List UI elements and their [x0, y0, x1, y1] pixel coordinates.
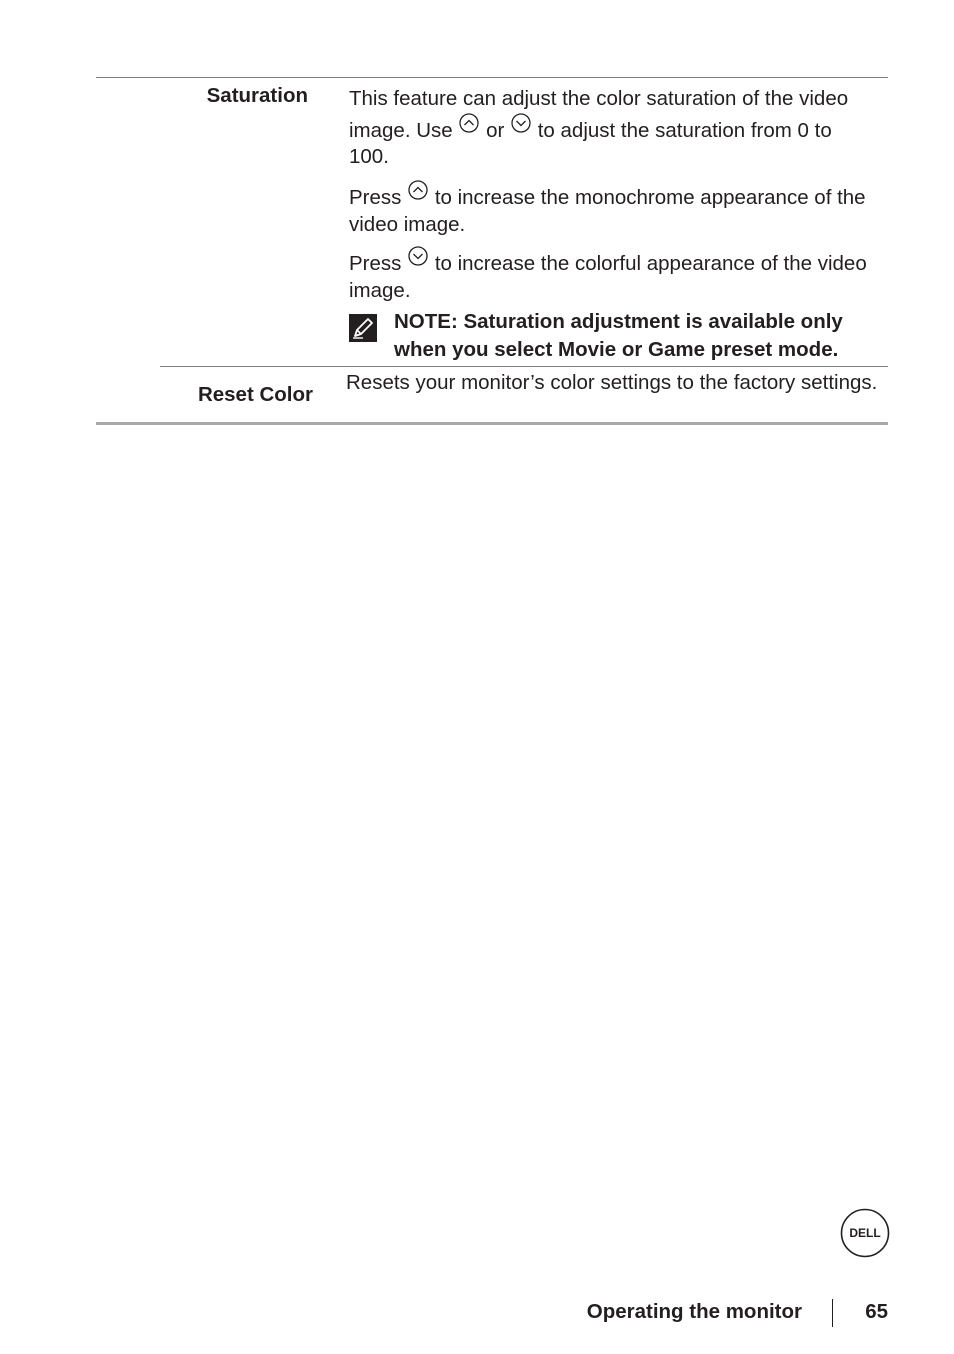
- down-arrow-button-icon: [511, 113, 531, 133]
- saturation-line-3: 100.: [349, 145, 389, 168]
- text-fragment: Press: [349, 186, 402, 209]
- down-arrow-button-icon: [408, 246, 428, 266]
- dell-logo: [840, 1208, 890, 1258]
- reset-color-description: Resets your monitor’s color settings to the factory settings.: [346, 371, 878, 394]
- table-row-divider: [160, 366, 888, 367]
- note-pencil-icon: [349, 314, 377, 342]
- up-arrow-button-icon: [459, 113, 479, 133]
- monochrome-description: [349, 180, 889, 238]
- saturation-line-1: This feature can adjust the color saturation of the video: [349, 87, 849, 110]
- text-fragment: to adjust the saturation from 0 to: [537, 119, 832, 142]
- table-bottom-rule: [96, 422, 888, 425]
- up-arrow-button-icon: [408, 180, 428, 200]
- colorful-description: [349, 246, 889, 304]
- text-fragment: or: [486, 119, 505, 142]
- saturation-description: [349, 83, 889, 173]
- footer-separator: [832, 1299, 833, 1327]
- dell-logo-text: DELL: [849, 1226, 881, 1240]
- footer-section-title: Operating the monitor: [586, 1300, 802, 1323]
- footer-page-number: 65: [865, 1300, 888, 1323]
- text-fragment: image. Use: [349, 119, 453, 142]
- text-fragment: to increase the colorful appearance of the video image.: [349, 252, 867, 302]
- text-fragment: Press: [349, 252, 402, 275]
- note-text: NOTE: Saturation adjustment is available only when you select Movie or Game preset mode.: [394, 310, 843, 361]
- table-top-rule: [96, 77, 888, 78]
- row-label-saturation: Saturation: [206, 84, 308, 107]
- saturation-line-2: [349, 113, 889, 147]
- row-label-reset-color: Reset Color: [197, 383, 313, 406]
- text-fragment: to increase the monochrome appearance of the video image.: [349, 186, 866, 236]
